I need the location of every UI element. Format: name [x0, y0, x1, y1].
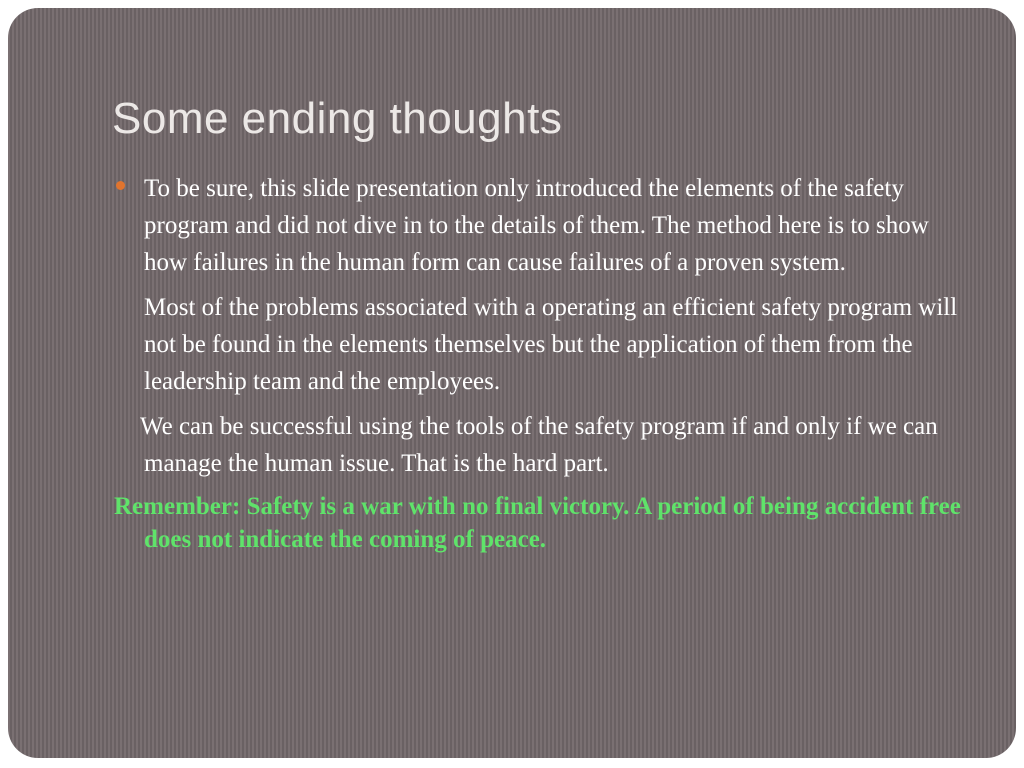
- paragraph-3: [114, 408, 974, 482]
- slide-content: [114, 170, 974, 556]
- paragraph-text-2: Most of the problems associated with a operating an efficient safety program will not be found in the elements themselves but the application of them from the leadership team and the employees.: [144, 294, 958, 395]
- bullet-dot-icon: [116, 181, 125, 190]
- remember-note: Remember: Safety is a war with no final victory. A period of being accident free does not indicate the coming of peace.: [114, 493, 961, 553]
- paragraph-2: [114, 289, 974, 400]
- paragraph-text-1: To be sure, this slide presentation only introduced the elements of the safety program and did not dive in to the details of them. The method here is to show how failures in the human form can cause failures of a proven system.: [144, 175, 929, 276]
- slide-title: Some ending thoughts: [112, 94, 563, 143]
- bullet-paragraph: [114, 170, 974, 281]
- paragraph-text-3: We can be successful using the tools of the safety program if and only if we can manage the human issue. That is the hard part.: [140, 413, 938, 477]
- slide: [8, 8, 1016, 758]
